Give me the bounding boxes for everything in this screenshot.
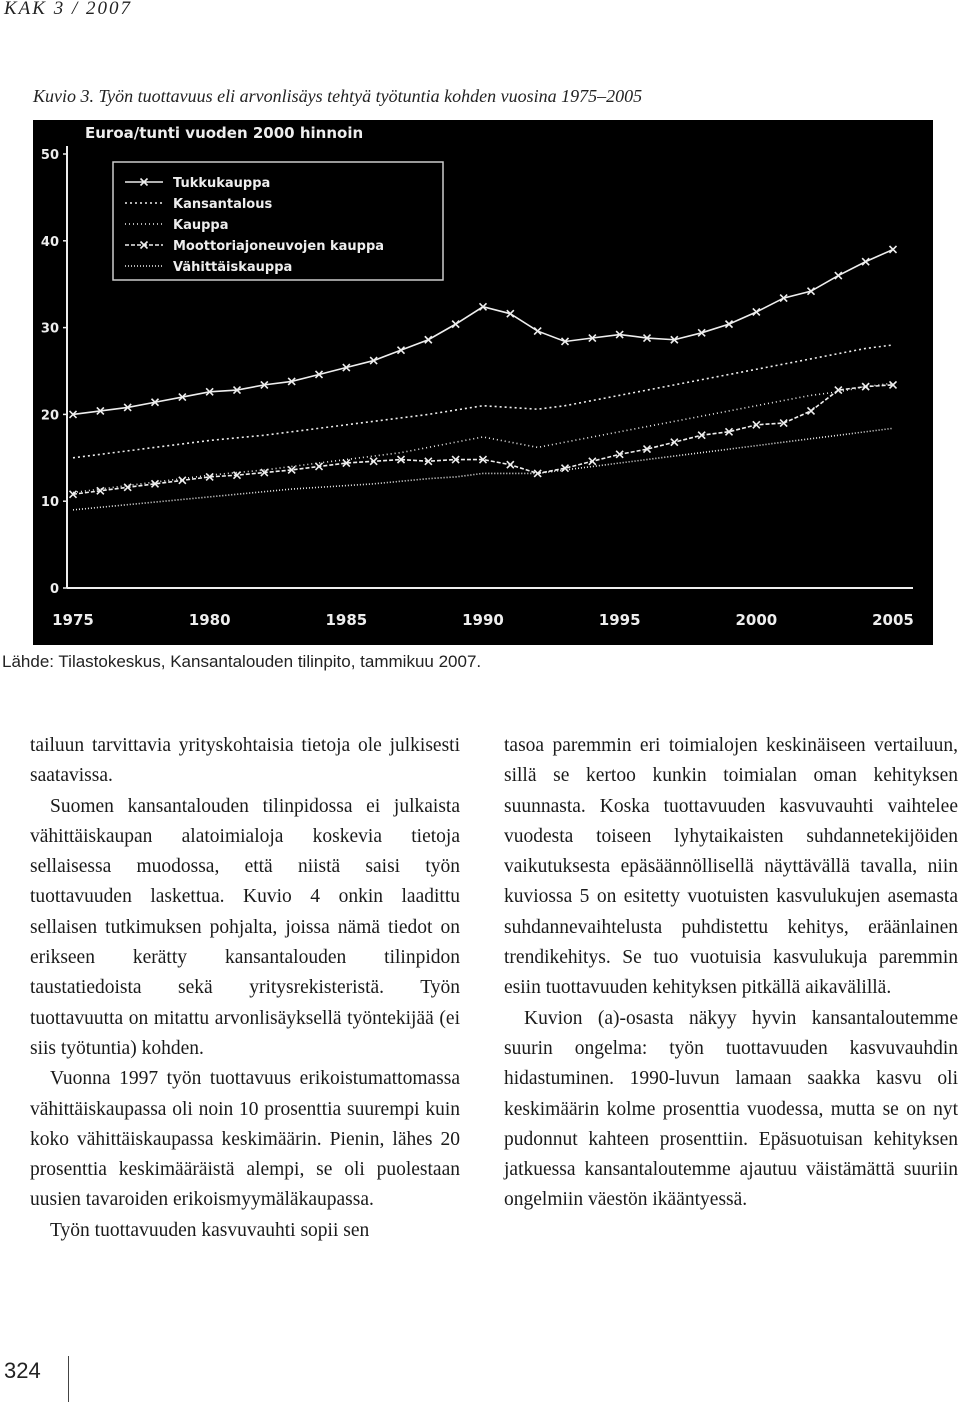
series-line xyxy=(73,345,893,458)
y-tick-label: 50 xyxy=(40,148,59,163)
legend-label: Tukkukauppa xyxy=(173,176,271,191)
legend-label: Vähittäiskauppa xyxy=(173,260,293,275)
data-point-marker xyxy=(452,321,459,328)
paragraph: tasoa paremmin eri toimialojen keskinäiseen vertailuun, sillä se kertoo kunkin toimialan oman kehityksen suunnasta. Koska tuottavuuden kasvuvauhti vaihtelee vuodesta toiseen lyhytaikaisten suhdannetekijöiden vaikutuksesta epäsäännöllisellä näyttävällä tavalla, niin kuviossa 5 on esitetty vuotuisten kasvulukujen asemasta suhdannevaihtelusta puhdistettu kehitys, eräänlainen trendikehitys. Se tuo vuotuisia kasvulukuja paremmin esiin tuottavuuden kehityksen pitkällä aikavälillä. xyxy=(504,735,958,999)
body-column-right xyxy=(504,731,958,1216)
paragraph: Suomen kansantalouden tilinpidossa ei julkaista vähittäiskaupan alatoimialoja koskevia tietoja sellaisessa muodossa, että niistä saisi työn tuottavuuden laskettua. Kuvio 4 onkin laadittu sellaisen tutkimuksen pohjalta, joissa nämä tiedot on erikseen kerätty kansantalouden tilinpidon taustatiedoista sekä yritysrekisteristä. Työn tuottavuutta on mitattu arvonlisäyksellä työntekijää (ei siis työtuntia) kohden. xyxy=(30,795,460,1059)
data-point-marker xyxy=(316,463,323,470)
data-point-marker xyxy=(425,336,432,343)
page-number: 324 xyxy=(4,1358,41,1383)
paragraph: Vuonna 1997 työn tuottavuus erikoistumattomassa vähittäiskaupassa oli noin 10 prosenttia suurempi kuin koko vähittäiskaupassa keskimäärin. Pienin, lähes 20 prosenttia keskimääräistä alempi, se oli puolestaan uusien tavaroiden erikoismyymäläkaupassa. xyxy=(30,1068,460,1211)
legend-label: Kansantalous xyxy=(173,197,273,212)
series-line xyxy=(73,428,893,510)
x-tick-label: 1980 xyxy=(188,611,231,629)
figure-source: Lähde: Tilastokeskus, Kansantalouden tilinpito, tammikuu 2007. xyxy=(2,652,482,671)
y-tick-label: 0 xyxy=(49,582,59,597)
page-number-rule xyxy=(68,1356,69,1402)
paragraph: Työn tuottavuuden kasvuvauhti sopii sen xyxy=(50,1219,370,1241)
legend-label: Kauppa xyxy=(173,218,229,233)
data-point-marker xyxy=(398,347,405,354)
legend-label: Moottoriajoneuvojen kauppa xyxy=(173,239,385,254)
chart-svg xyxy=(33,120,933,645)
x-tick-label: 1975 xyxy=(52,611,94,629)
data-point-marker xyxy=(179,477,186,484)
paragraph: Kuvion (a)-osasta näkyy hyvin kansantaloutemme suurin ongelma: työn tuottavuuden kasvuvauhdin hidastuminen. 1990-luvun lamaan saakka kasvu oli keskimäärin kolme prosenttia vuodessa, mutta se on nyt pudonnut kahteen prosenttiin. Epäsuotuisan kehityksen jatkuessa kansantaloutemme ajautuu väistämättä suuriin ongelmiin väestön ikääntyessä. xyxy=(504,1007,958,1211)
data-point-marker xyxy=(534,328,541,335)
x-tick-label: 2005 xyxy=(872,611,914,629)
x-ticks xyxy=(52,611,914,629)
figure-caption: Kuvio 3. Työn tuottavuus eli arvonlisäys tehtyä työtuntia kohden vuosina 1975–2005 xyxy=(33,86,643,106)
x-tick-label: 1995 xyxy=(598,611,641,629)
legend xyxy=(125,176,384,275)
y-tick-label: 20 xyxy=(40,408,59,424)
chart-title: Euroa/tunti vuoden 2000 hinnoin xyxy=(85,124,364,142)
x-tick-label: 1990 xyxy=(462,611,504,629)
y-tick-label: 30 xyxy=(40,321,59,337)
y-ticks xyxy=(41,148,67,597)
data-point-marker xyxy=(753,308,760,315)
series-layer xyxy=(70,246,897,510)
x-tick-label: 1985 xyxy=(325,611,368,629)
paragraph: tailuun tarvittavia yrityskohtaisia tietoja ole julkisesti saatavissa. xyxy=(30,735,460,787)
body-column-left xyxy=(30,731,460,1246)
data-point-marker xyxy=(890,246,897,253)
series-line xyxy=(73,383,893,492)
x-tick-label: 2000 xyxy=(735,611,778,629)
y-tick-label: 40 xyxy=(40,234,59,250)
series-line xyxy=(73,385,893,494)
data-point-marker xyxy=(835,272,842,279)
running-head: KAK 3 / 2007 xyxy=(4,0,132,19)
productivity-chart xyxy=(33,120,933,645)
y-tick-label: 10 xyxy=(40,495,59,511)
data-point-marker xyxy=(808,407,815,414)
data-point-marker xyxy=(862,258,869,265)
data-point-marker xyxy=(507,461,514,468)
